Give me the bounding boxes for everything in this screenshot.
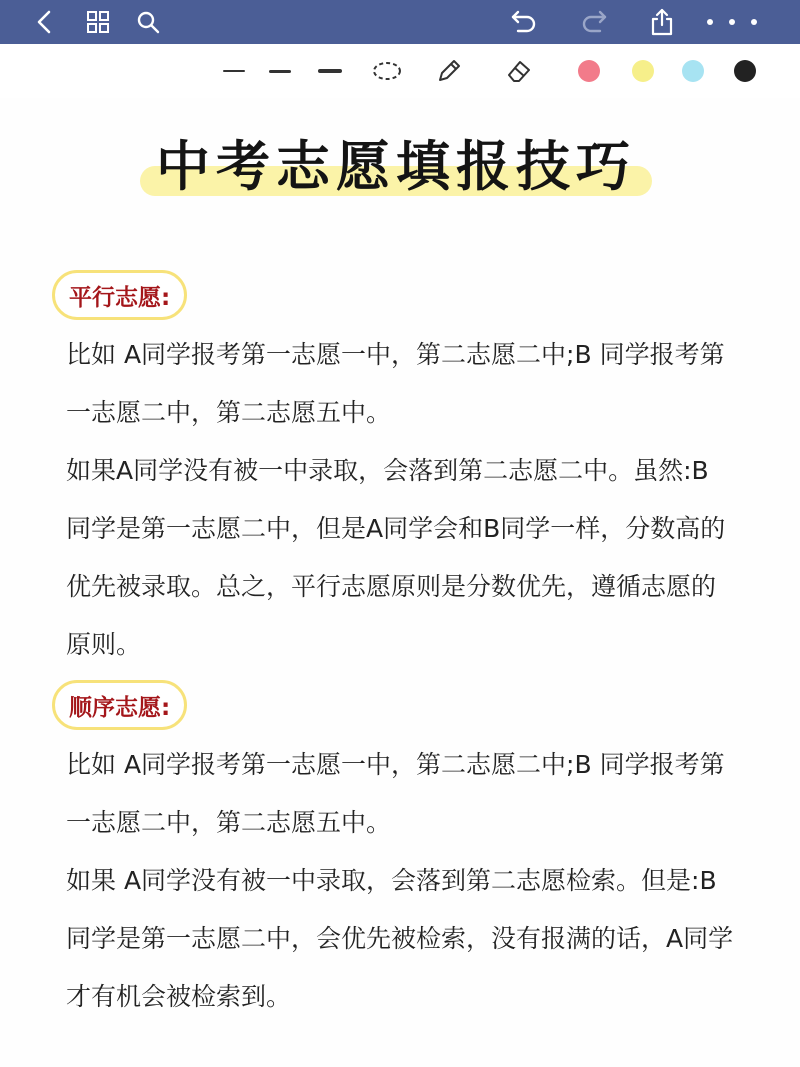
color-blue-button[interactable] (680, 44, 706, 98)
text-line: 才有机会被检索到。 (66, 982, 292, 1011)
medium-pen-button[interactable] (266, 44, 294, 98)
text-line: 同学是第一志愿二中，但是A同学会和B同学一样，分数高的 (66, 514, 726, 543)
text-line: 比如 A同学报考第一志愿一中，第二志愿二中;B 同学报考第 (66, 340, 725, 369)
thick-pen-button[interactable] (316, 44, 344, 98)
text-line: 同学是第一志愿二中，会优先被检索，没有报满的话，A同学 (66, 924, 734, 953)
color-swatch (734, 60, 756, 82)
text-line: 比如 A同学报考第一志愿一中，第二志愿二中;B 同学报考第 (66, 750, 725, 779)
more-icon[interactable] (700, 0, 764, 44)
thick-line-icon (318, 69, 342, 73)
text-line: 一志愿二中，第二志愿五中。 (66, 808, 392, 837)
text-line: 一志愿二中，第二志愿五中。 (66, 398, 392, 427)
section-heading-sequential: 顺序志愿: (52, 680, 187, 730)
color-yellow-button[interactable] (630, 44, 656, 98)
thin-pen-button[interactable] (220, 44, 248, 98)
medium-line-icon (269, 70, 291, 73)
text-line: 如果A同学没有被一中录取，会落到第二志愿二中。虽然:B (66, 456, 709, 485)
back-icon[interactable] (28, 0, 60, 44)
color-swatch (682, 60, 704, 82)
color-black-button[interactable] (732, 44, 758, 98)
redo-icon[interactable] (576, 0, 612, 44)
lasso-icon[interactable] (370, 44, 404, 98)
share-icon[interactable] (644, 0, 680, 44)
color-swatch (578, 60, 600, 82)
note-title-block (140, 132, 652, 212)
text-line: 优先被录取。总之，平行志愿原则是分数优先，遵循志愿的 (66, 572, 717, 601)
paragraph (66, 326, 756, 674)
text-line: 原则。 (66, 630, 142, 659)
color-swatch (632, 60, 654, 82)
tool-row (0, 44, 800, 98)
pencil-icon[interactable] (432, 44, 466, 98)
top-app-bar (0, 0, 800, 44)
eraser-icon[interactable] (502, 44, 536, 98)
undo-icon[interactable] (506, 0, 542, 44)
search-icon[interactable] (132, 0, 164, 44)
grid-icon[interactable] (82, 0, 114, 44)
section-heading-parallel: 平行志愿: (52, 270, 187, 320)
paragraph (66, 736, 756, 1026)
thin-line-icon (223, 70, 245, 72)
note-title: 中考志愿填报技巧 (156, 135, 636, 198)
text-line: 如果 A同学没有被一中录取，会落到第二志愿检索。但是:B (66, 866, 717, 895)
color-pink-button[interactable] (576, 44, 602, 98)
